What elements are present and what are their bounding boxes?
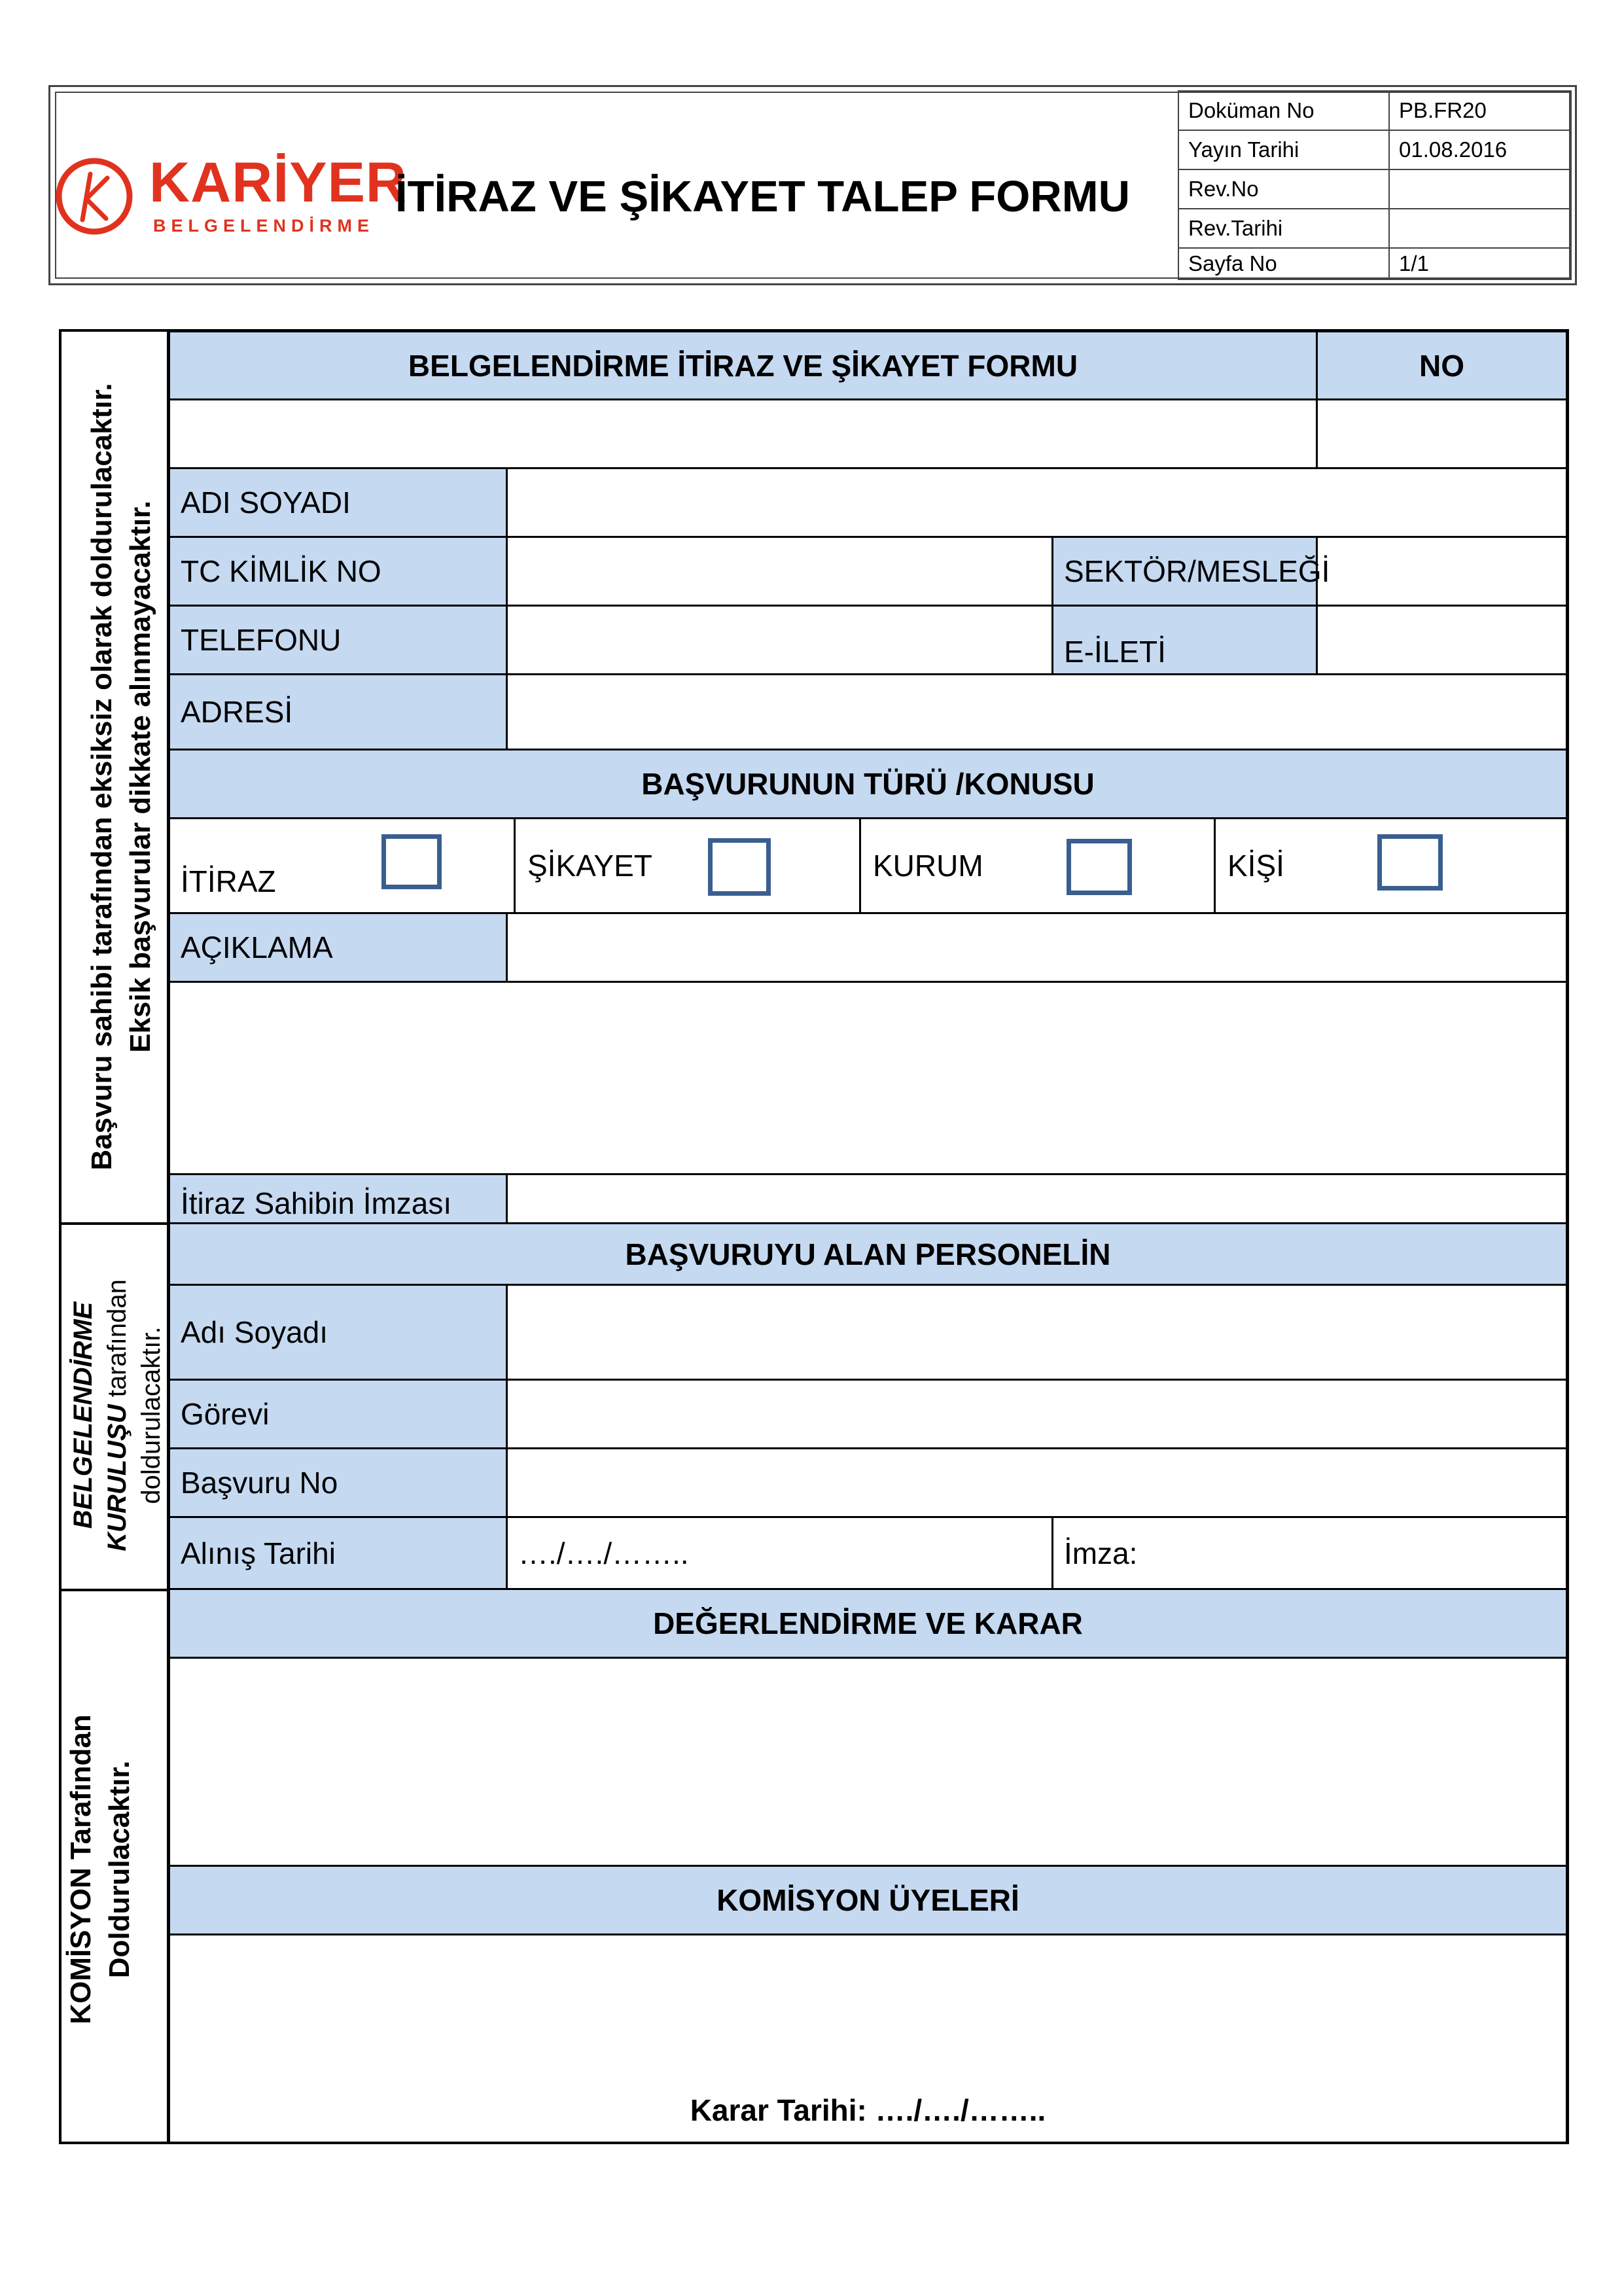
staff-name-input[interactable] xyxy=(506,1284,1568,1381)
application-no-input[interactable] xyxy=(506,1447,1568,1518)
commission-members-area[interactable] xyxy=(168,1934,1568,2144)
no-label: NO xyxy=(1316,330,1568,400)
description-label: AÇIKLAMA xyxy=(168,912,508,983)
section1-side-note: Başvuru sahibi tarafından eksiksiz olarak doldurulacaktır. Eksik başvurular dikkate alınmayacaktır. xyxy=(86,383,157,1171)
staff-name-label: Adı Soyadı xyxy=(168,1284,508,1381)
type-label-institution: KURUM xyxy=(873,849,983,883)
form-no-input[interactable] xyxy=(1316,398,1568,469)
meta-value-publish-date: 01.08.2016 xyxy=(1388,130,1572,170)
type-option-institution[interactable] xyxy=(859,817,1216,914)
description-textarea[interactable] xyxy=(168,981,1568,1175)
meta-label-rev-date: Rev.Tarihi xyxy=(1178,208,1390,249)
decision-date: Karar Tarihi: …./…./…….. xyxy=(690,2093,1046,2127)
signature-input[interactable] xyxy=(506,1173,1568,1224)
checkbox-institution[interactable] xyxy=(1067,839,1132,895)
meta-value-page-no: 1/1 xyxy=(1388,247,1572,280)
type-option-complaint[interactable] xyxy=(514,817,861,914)
type-label-complaint: ŞİKAYET xyxy=(527,849,652,883)
meta-label-publish-date: Yayın Tarihi xyxy=(1178,130,1390,170)
meta-label-rev-no: Rev.No xyxy=(1178,169,1390,209)
meta-label-doc-no: Doküman No xyxy=(1178,90,1390,131)
staff-signature-field[interactable]: İmza: xyxy=(1051,1516,1568,1590)
document-title: İTİRAZ VE ŞİKAYET TALEP FORMU xyxy=(395,172,1130,221)
email-label: E-İLETİ xyxy=(1051,605,1318,675)
meta-label-page-no: Sayfa No xyxy=(1178,247,1390,280)
company-logo xyxy=(54,151,408,247)
form-title-input[interactable] xyxy=(168,398,1318,469)
checkbox-objection[interactable] xyxy=(381,834,442,889)
application-no-label: Başvuru No xyxy=(168,1447,508,1518)
form-title: BELGELENDİRME İTİRAZ VE ŞİKAYET FORMU xyxy=(168,330,1318,400)
evaluation-title: DEĞERLENDİRME VE KARAR xyxy=(168,1588,1568,1659)
received-date-input[interactable]: …./…./…….. xyxy=(506,1516,1053,1590)
sector-input[interactable] xyxy=(1316,536,1568,607)
phone-label: TELEFONU xyxy=(168,605,508,675)
personnel-title: BAŞVURUYU ALAN PERSONELİN xyxy=(168,1222,1568,1286)
logo-brand: KARİYER xyxy=(149,151,408,214)
staff-role-input[interactable] xyxy=(506,1379,1568,1449)
email-input[interactable] xyxy=(1316,605,1568,675)
checkbox-person[interactable] xyxy=(1377,834,1443,891)
meta-value-rev-no xyxy=(1388,169,1572,209)
section2-side-note: BELGELENDİRME KURULUŞU tarafından doldurulacaktır. xyxy=(69,1279,166,1551)
tc-label: TC KİMLİK NO xyxy=(168,536,508,607)
k-circle-logo-icon xyxy=(54,156,135,237)
type-label-objection: İTİRAZ xyxy=(181,864,276,898)
evaluation-textarea[interactable] xyxy=(168,1657,1568,1867)
logo-subtitle: BELGELENDİRME xyxy=(153,216,375,236)
type-label-person: KİŞİ xyxy=(1227,849,1284,883)
phone-input[interactable] xyxy=(506,605,1053,675)
meta-value-rev-date xyxy=(1388,208,1572,249)
address-input[interactable] xyxy=(506,673,1568,751)
tc-input[interactable] xyxy=(506,536,1053,607)
address-label: ADRESİ xyxy=(168,673,508,751)
type-title: BAŞVURUNUN TÜRÜ /KONUSU xyxy=(168,749,1568,819)
type-option-objection[interactable] xyxy=(168,817,516,914)
name-label: ADI SOYADI xyxy=(168,467,508,538)
description-header-input[interactable] xyxy=(506,912,1568,983)
received-date-label: Alınış Tarihi xyxy=(168,1516,508,1590)
meta-value-doc-no: PB.FR20 xyxy=(1388,90,1572,131)
commission-members-title: KOMİSYON ÜYELERİ xyxy=(168,1865,1568,1935)
section3-side-note: KOMİSYON Tarafından Doldurulacaktır. xyxy=(65,1714,136,2024)
signature-label: İtiraz Sahibin İmzası xyxy=(168,1173,508,1224)
name-input[interactable] xyxy=(506,467,1568,538)
staff-role-label: Görevi xyxy=(168,1379,508,1449)
checkbox-complaint[interactable] xyxy=(708,838,771,896)
sector-label: SEKTÖR/MESLEĞİ xyxy=(1051,536,1318,607)
